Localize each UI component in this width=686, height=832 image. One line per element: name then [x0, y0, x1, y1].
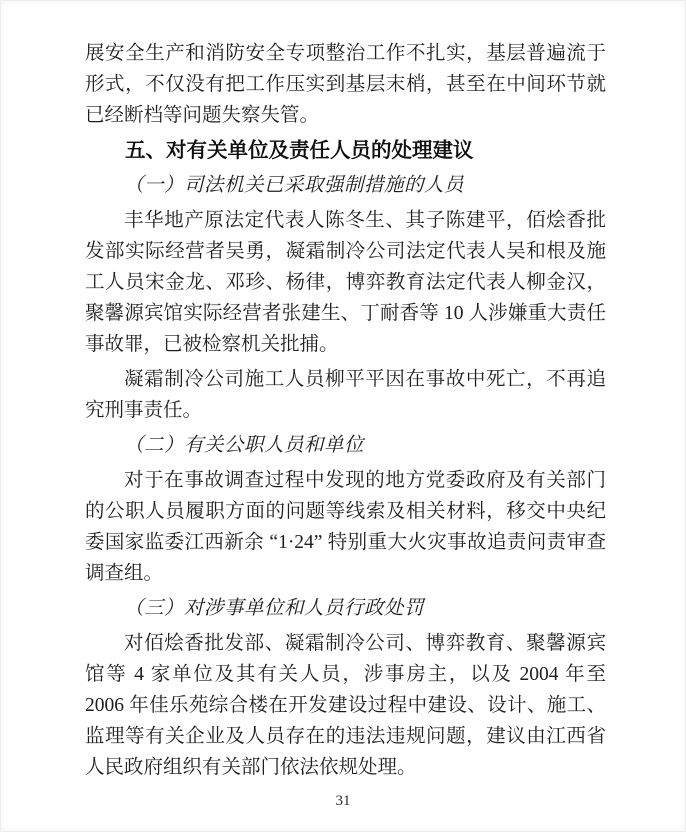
paragraph-continuation: 展安全生产和消防安全专项整治工作不扎实，基层普遍流于形式，不仅没有把工作压实到基层末梢，甚至在中间环节就已经断档等问题失察失管。: [85, 43, 606, 126]
subsection-heading-2: （二）有关公职人员和单位: [124, 435, 365, 456]
document-content: [85, 38, 606, 787]
page-number: 31: [335, 793, 351, 809]
paragraph: 丰华地产原法定代表人陈冬生、其子陈建平，佰烩香批发部实际经营者吴勇，凝霜制冷公司法定代表人吴和根及施工人员宋金龙、邓珍、杨律，博弈教育法定代表人柳金汉，聚馨源宾馆实际经营者张建生、丁耐香等 10 人涉嫌重大责任事故罪，已被检察机关批捕。: [85, 210, 606, 355]
section-heading: 五、对有关单位及责任人员的处理建议: [124, 139, 474, 162]
subsection-heading-3: （三）对涉事单位和人员行政处罚: [124, 598, 425, 619]
paragraph: 凝霜制冷公司施工人员柳平平因在事故中死亡，不再追究刑事责任。: [85, 369, 606, 421]
paragraph: 对佰烩香批发部、凝霜制冷公司、博弈教育、聚馨源宾馆等 4 家单位及其有关人员，涉事房主，以及 2004 年至 2006 年佳乐苑综合楼在开发建设过程中建设、设计、施工、监理等有关企业及人员存在的违法违规问题，建议由江西省人民政府组织有关部门依法依规处理。: [85, 633, 606, 778]
subsection-heading-1: （一）司法机关已采取强制措施的人员: [124, 175, 465, 196]
paragraph: 对于在事故调查过程中发现的地方党委政府及有关部门的公职人员履职方面的问题等线索及相关材料，移交中央纪委国家监委江西新余 “1·24” 特别重大火灾事故追责问责审查调查组。: [85, 470, 606, 584]
